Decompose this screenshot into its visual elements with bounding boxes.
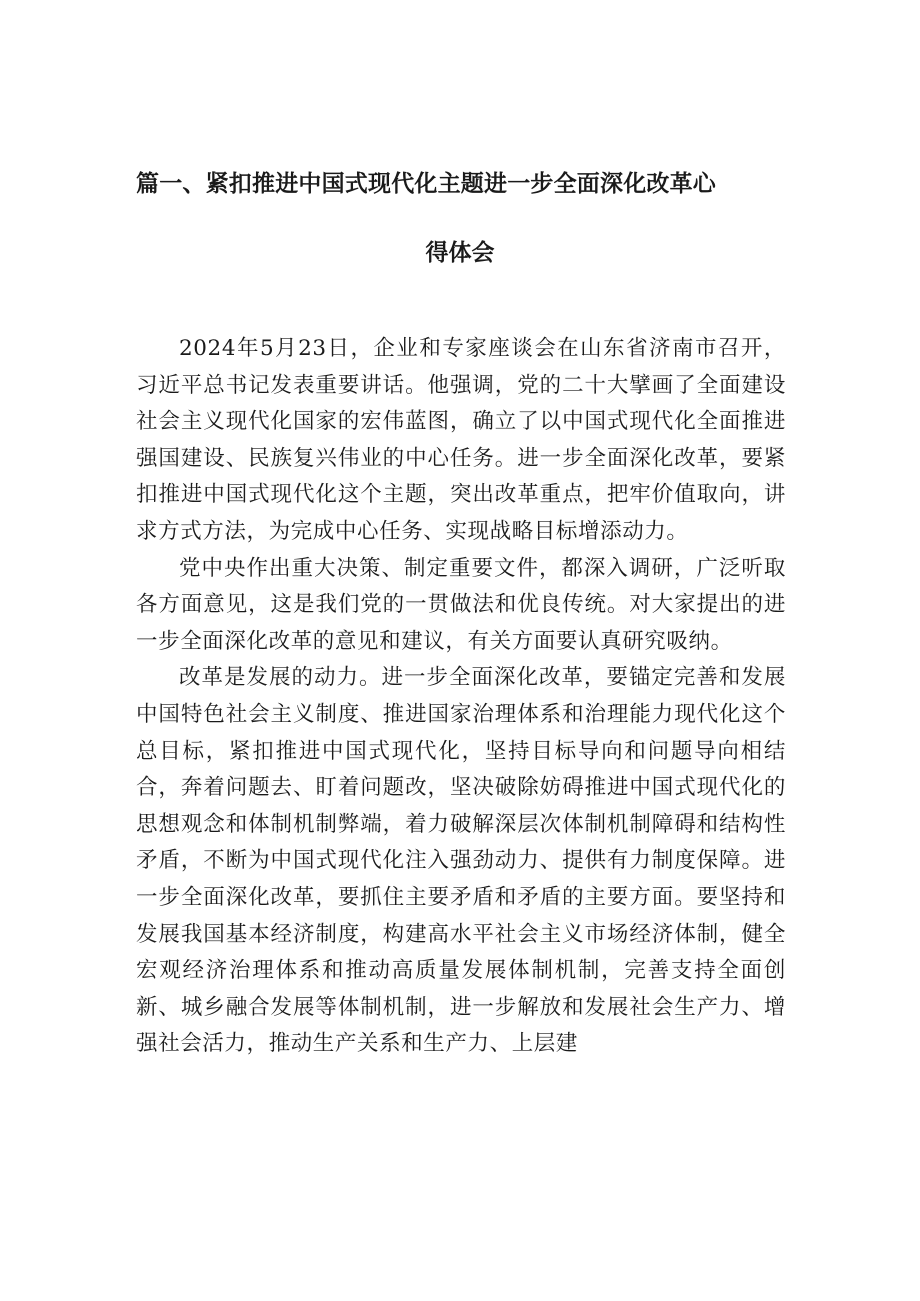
paragraph-2: 党中央作出重大决策、制定重要文件，都深入调研，广泛听取各方面意见，这是我们党的一贯做法和优良传统。对大家提出的进一步全面深化改革的意见和建议，有关方面要认真研究吸纳。 [136, 555, 786, 654]
document-title-line-2: 得体会 [425, 240, 495, 266]
document-body [136, 331, 786, 1063]
paragraph-1: 2024年5月23日，企业和专家座谈会在山东省济南市召开，习近平总书记发表重要讲话。他强调，党的二十大擘画了全面建设社会主义现代化国家的宏伟蓝图，确立了以中国式现代化全面推进强国建设、民族复兴伟业的中心任务。进一步全面深化改革，要紧扣推进中国式现代化这个主题，突出改革重点，把牢价值取向，讲求方式方法，为完成中心任务、实现战略目标增添动力。 [136, 336, 786, 544]
paragraph-3: 改革是发展的动力。进一步全面深化改革，要锚定完善和发展中国特色社会主义制度、推进国家治理体系和治理能力现代化这个总目标，紧扣推进中国式现代化，坚持目标导向和问题导向相结合，奔着问题去、盯着问题改，坚决破除妨碍推进中国式现代化的思想观念和体制机制弊端，着力破解深层次体制机制障碍和结构性矛盾，不断为中国式现代化注入强劲动力、提供有力制度保障。进一步全面深化改革，要抓住主要矛盾和矛盾的主要方面。要坚持和发展我国基本经济制度，构建高水平社会主义市场经济体制，健全宏观经济治理体系和推动高质量发展体制机制，完善支持全面创新、城乡融合发展等体制机制，进一步解放和发展社会生产力、增强社会活力，推动生产关系和生产力、上层建 [136, 665, 786, 1057]
document-title-line-1: 篇一、紧扣推进中国式现代化主题进一步全面深化改革心 [136, 171, 716, 197]
